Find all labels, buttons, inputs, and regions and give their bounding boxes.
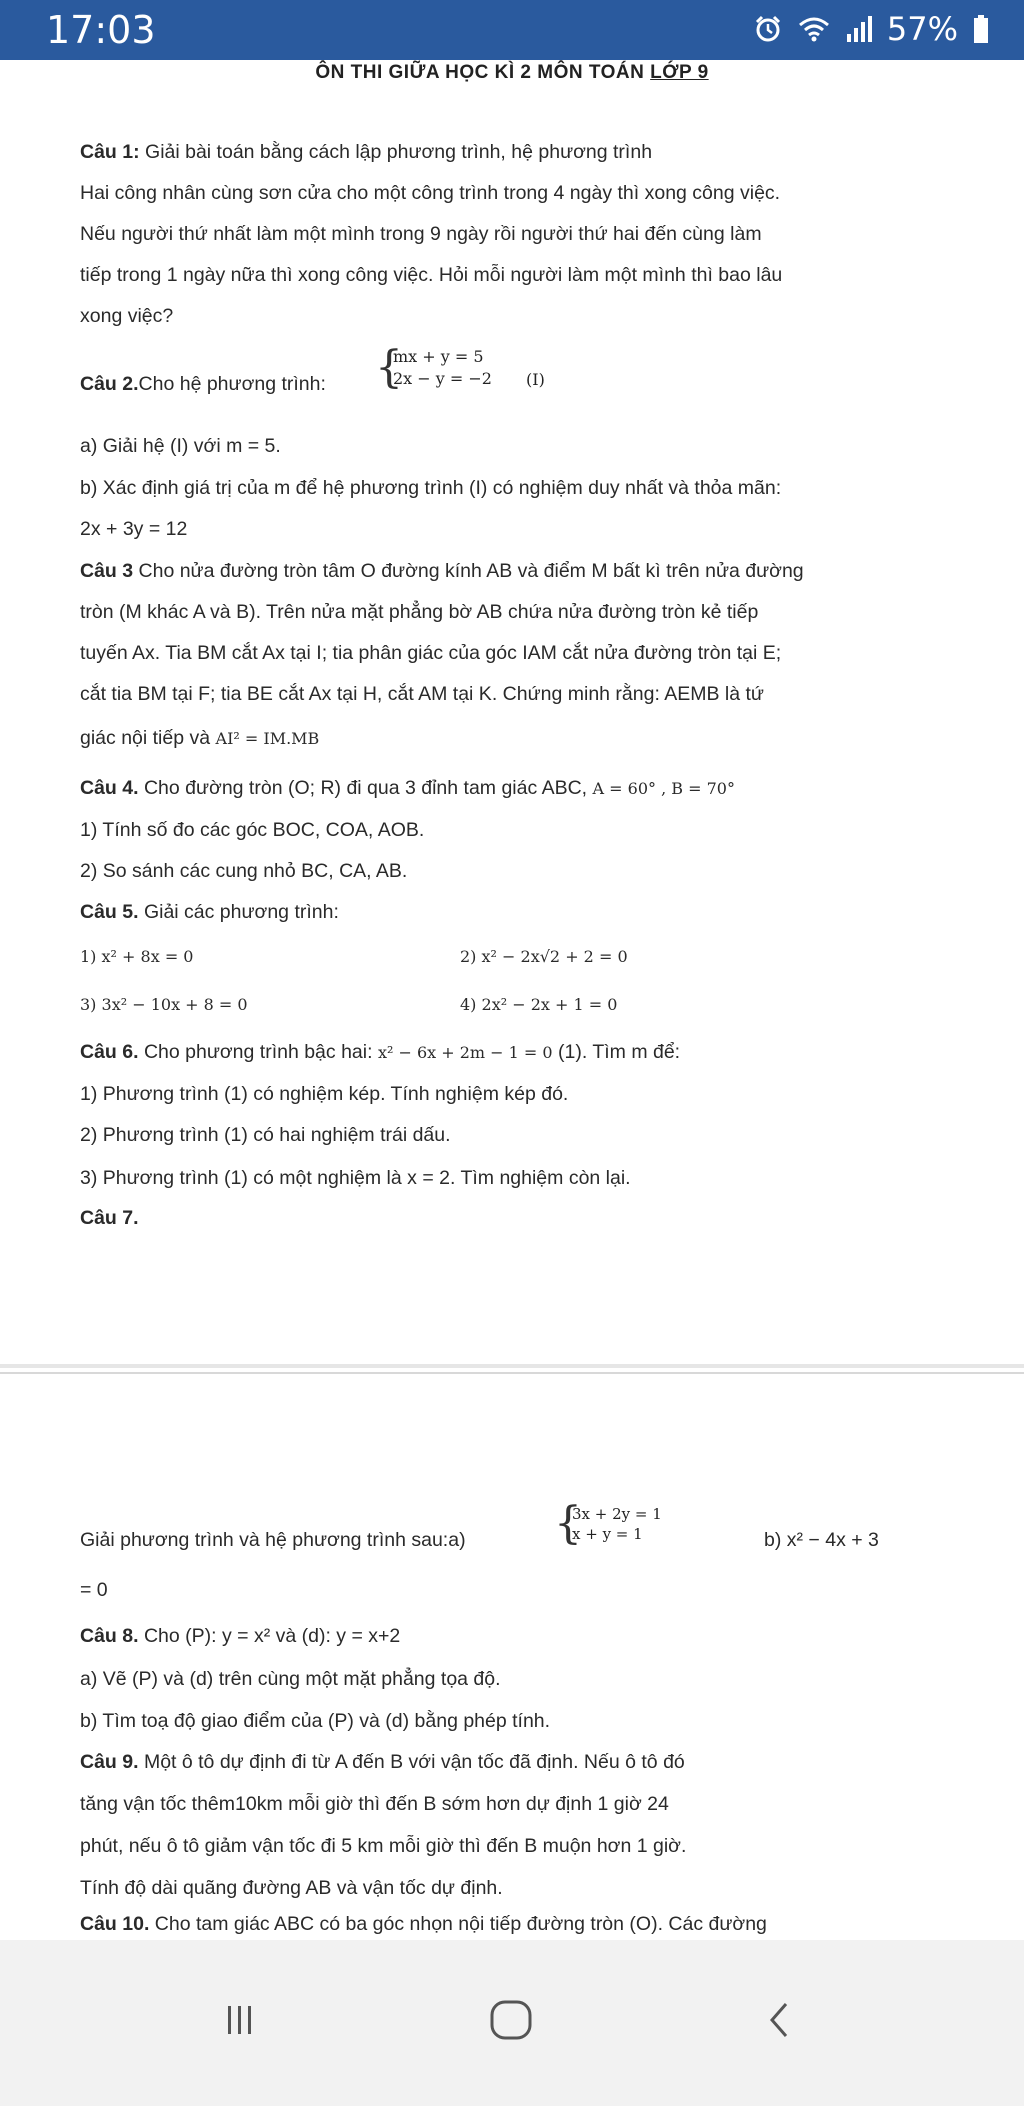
q3-line-1: Câu 3 Cho nửa đường tròn tâm O đường kính AB và điểm M bất kì trên nửa đường	[80, 560, 804, 582]
battery-icon	[972, 14, 990, 44]
q2-system: mx + y = 5 2x − y = −2	[393, 347, 492, 388]
q1-line-3: tiếp trong 1 ngày nữa thì xong công việc. Hỏi mỗi người làm một mình thì bao lâu	[80, 264, 783, 286]
q8-part-a: a) Vẽ (P) và (d) trên cùng một mặt phẳng tọa độ.	[80, 1668, 501, 1690]
q7-part-b-eq: = 0	[80, 1579, 108, 1601]
back-button[interactable]	[740, 1990, 820, 2050]
q2-brace: {	[375, 342, 403, 393]
q1-line-1: Hai công nhân cùng sơn cửa cho một công trình trong 4 ngày thì xong công việc.	[80, 182, 781, 204]
q7-system: 3x + 2y = 1 x + y = 1	[572, 1505, 662, 1543]
q9-line-1: Câu 9. Một ô tô dự định đi từ A đến B với vận tốc đã định. Nếu ô tô đó	[80, 1751, 685, 1773]
navigation-bar	[0, 1940, 1024, 2106]
q5-heading: Câu 5. Giải các phương trình:	[80, 901, 339, 923]
home-button[interactable]	[466, 1990, 556, 2050]
q5-eq-2: 2) x² − 2x√2 + 2 = 0	[460, 947, 628, 966]
q7-label: Câu 7.	[80, 1207, 139, 1229]
q9-line-2: tăng vận tốc thêm10km mỗi giờ thì đến B sớm hơn dự định 1 giờ 24	[80, 1793, 669, 1815]
q2-heading: Câu 2.Cho hệ phương trình:	[80, 373, 326, 395]
q10-line-1: Câu 10. Cho tam giác ABC có ba góc nhọn nội tiếp đường tròn (O). Các đường	[80, 1913, 767, 1935]
q2-part-b: b) Xác định giá trị của m để hệ phương trình (I) có nghiệm duy nhất và thỏa mãn:	[80, 477, 782, 499]
q7-text: Giải phương trình và hệ phương trình sau:a)	[80, 1529, 466, 1551]
recent-apps-button[interactable]	[200, 1990, 280, 2050]
q1-heading: Câu 1: Giải bài toán bằng cách lập phương trình, hệ phương trình	[80, 141, 653, 163]
q1-line-4: xong việc?	[80, 305, 174, 327]
home-icon	[486, 1998, 536, 2042]
q3-line-3: tuyến Ax. Tia BM cắt Ax tại I; tia phân giác của góc IAM cắt nửa đường tròn tại E;	[80, 642, 782, 664]
wifi-icon	[797, 14, 831, 44]
page-separator-line	[0, 1372, 1024, 1374]
page-separator	[0, 1364, 1024, 1368]
q7-part-b: b) x² − 4x + 3	[764, 1529, 879, 1551]
status-time: 17:03	[46, 8, 156, 52]
q8-part-b: b) Tìm toạ độ giao điểm của (P) và (d) bằng phép tính.	[80, 1710, 551, 1732]
q3-line-4: cắt tia BM tại F; tia BE cắt Ax tại H, cắt AM tại K. Chứng minh rằng: AEMB là tứ	[80, 683, 764, 705]
q7-brace: {	[554, 1498, 582, 1549]
q4-item-2: 2) So sánh các cung nhỏ BC, CA, AB.	[80, 860, 408, 882]
q9-line-4: Tính độ dài quãng đường AB và vận tốc dự định.	[80, 1877, 503, 1899]
recent-apps-icon	[220, 2000, 260, 2040]
back-icon	[760, 1998, 800, 2042]
q6-heading: Câu 6. Cho phương trình bậc hai: x² − 6x + 2m − 1 = 0 (1). Tìm m để:	[80, 1041, 681, 1063]
q3-line-2: tròn (M khác A và B). Trên nửa mặt phẳng bờ AB chứa nửa đường tròn kẻ tiếp	[80, 601, 759, 623]
q6-item-2: 2) Phương trình (1) có hai nghiệm trái dấu.	[80, 1124, 451, 1146]
q1-line-2: Nếu người thứ nhất làm một mình trong 9 ngày rồi người thứ hai đến cùng làm	[80, 223, 762, 245]
q8-heading: Câu 8. Cho (P): y = x² và (d): y = x+2	[80, 1625, 401, 1647]
q6-item-3: 3) Phương trình (1) có một nghiệm là x = 2. Tìm nghiệm còn lại.	[80, 1167, 631, 1189]
q5-eq-3: 3) 3x² − 10x + 8 = 0	[80, 995, 248, 1014]
q6-item-1: 1) Phương trình (1) có nghiệm kép. Tính nghiệm kép đó.	[80, 1083, 569, 1105]
q2-part-a: a) Giải hệ (I) với m = 5.	[80, 435, 281, 457]
alarm-icon	[753, 14, 783, 44]
document-title: ÔN THI GIỮA HỌC KÌ 2 MÔN TOÁN LỚP 9	[315, 62, 709, 83]
q4-item-1: 1) Tính số đo các góc BOC, COA, AOB.	[80, 819, 425, 841]
q5-eq-1: 1) x² + 8x = 0	[80, 947, 194, 966]
q4-heading: Câu 4. Cho đường tròn (O; R) đi qua 3 đỉnh tam giác ABC, A = 60° , B = 70°	[80, 777, 735, 799]
q2-tag: (I)	[526, 370, 545, 389]
battery-percent: 57%	[886, 10, 958, 48]
q5-eq-4: 4) 2x² − 2x + 1 = 0	[460, 995, 618, 1014]
q3-line-5: giác nội tiếp và AI² = IM.MB	[80, 727, 320, 749]
status-icons	[753, 10, 990, 48]
q9-line-3: phút, nếu ô tô giảm vận tốc đi 5 km mỗi giờ thì đến B muộn hơn 1 giờ.	[80, 1835, 687, 1857]
signal-icon	[845, 14, 873, 44]
q2-part-b-eq: 2x + 3y = 12	[80, 518, 188, 540]
status-bar	[0, 0, 1024, 60]
